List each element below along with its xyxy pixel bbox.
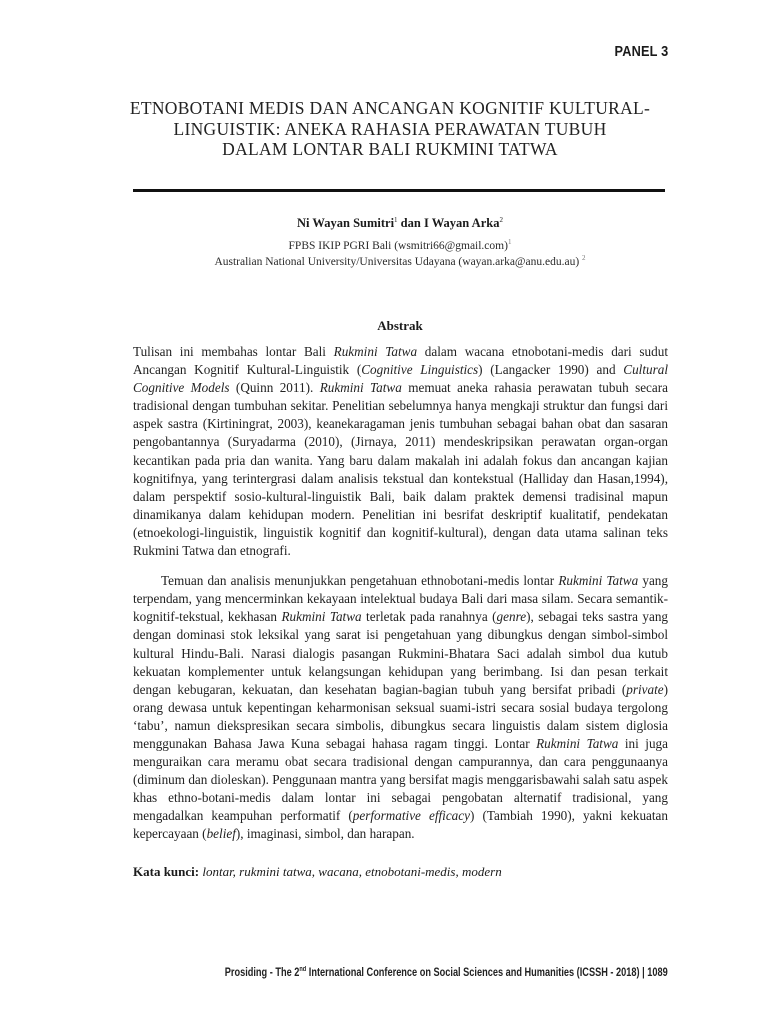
p2-text: ini juga menguraikan cara meramu obat secara tradisional dengan campurannya, dan cara penggunaanya (diminum dan dioleskan). Penggunaan mantra yang bersifat magis menggarisbawahi salah satu aspek khas ethno-botani-medis dalam lontar ini sebagai pengobatan alternatif tradisional, yang mengadalkan keampuhan performatif ( (133, 735, 668, 824)
panel-label: PANEL 3 (614, 43, 668, 60)
affiliation-1-sup: 1 (507, 238, 512, 246)
p2-text: ), imaginasi, simbol, dan harapan. (235, 826, 415, 842)
p1-italic: Rukmini Tatwa (333, 344, 418, 359)
author-line (100, 216, 700, 231)
abstract-body (133, 343, 668, 844)
affiliation-1-text: FPBS IKIP PGRI Bali (wsmitri66@gmail.com) (288, 239, 508, 252)
p2-italic: Rukmini Tatwa (558, 573, 639, 589)
p1-italic: Cognitive Linguistics (361, 362, 479, 378)
title-line-3: DALAM LONTAR BALI RUKMINI TATWA (222, 139, 558, 159)
affiliation-2-text: Australian National University/Universitas Udayana (wayan.arka@anu.edu.au) (214, 255, 580, 268)
p2-text: ), sebagai teks sastra yang dengan dominasi stok leksikal yang sarat isi pengetahuan yang dibungkus dengan simbol-simbol kultural Hindu-Bali. Narasi dialogis pasangan Rukmini-Bhatara Saci adalah simbol dua kutub kekuatan komplementer untuk kelangsungan kehidupan yang berimbang. Isi dan pesan terkait dengan kebugaran, kekuatan, dan kesehatan bagian-bagian tubuh yang bersifat pribadi ( (133, 609, 669, 697)
p1-text: memuat aneka rahasia perawatan tubuh secara tradisional dengan tumbuhan sekitar. Penelitian sebelumnya hanya mengkaji struktur dan fungsi dari aspek sastra (Kirtiningrat, 2003), keanekaragaman jenis tumbuhan sebagai bahan obat dan sasaran pengobantannya (Suryadarma (2010), (Jirnaya, 2011) mendeskripsikan perawatan organ-organ kecantikan pada pria dan wanita. Yang baru dalam makalah ini adalah fokus dan ancangan kajian kognitifnya, yang terintergrasi dalam analisis tekstual dan kontekstual (Halliday dan Hasan,1994), dalam perspektif sosio-kultural-linguistik Bali, baik dalam praktek demensi tradisinal mapun dinamikanya dalam kehidupan modern. Penelitian ini besrifat deskriptif kualitatif, pendekatan (etnoekologi-linguistik, linguistik kognitif dan kognitif-kultural), dengan data utama salinan teks Rukmini Tatwa dan etnografi. (133, 380, 669, 559)
footer-pre: Prosiding - The 2 (225, 966, 300, 979)
p1-text: (Quinn 2011). (229, 380, 320, 396)
p2-italic: performative efficacy (352, 808, 470, 824)
affiliation-1 (100, 238, 700, 252)
p2-italic: Rukmini Tatwa (536, 735, 619, 751)
paper-title (120, 98, 660, 160)
author-2-sup: 2 (499, 216, 503, 224)
author-separator: dan (397, 216, 424, 231)
p1-text: ) (Langacker 1990) and (478, 362, 624, 378)
p2-text: ) orang dewasa untuk kepentingan keharmonisan seksual suami-istri secara sosial budaya tergolong ‘tabu’, namun diekspresikan secara simbolis, dibungkus secara linguistis dalam sistem diglosia menggunakan Bahasa Jawa Kuna sebagai hahasa ragam tinggi. Lontar (133, 681, 668, 751)
abstract-heading: Abstrak (377, 318, 423, 333)
keywords-label: Kata kunci: (133, 864, 200, 879)
footer-post: International Conference on Social Sciences and Humanities (ICSSH - 2018) | 1089 (306, 966, 668, 979)
p1-italic: Rukmini Tatwa (319, 380, 402, 396)
p2-text: yang terpendam, yang mencerminkan kekayaan intelektual budaya Bali dari masa silam. Secara semantik-kognitif-tekstual, kekhasan (133, 573, 668, 625)
title-line-1: ETNOBOTANI MEDIS DAN ANCANGAN KOGNITIF KULTURAL- (129, 98, 651, 118)
page-footer (225, 966, 668, 979)
p2-text: Temuan dan analisis menunjukkan pengetahuan ethnobotani-medis lontar (161, 573, 559, 589)
abstract-paragraph-2 (133, 572, 668, 843)
affiliation-2 (100, 254, 700, 268)
p1-text: Tulisan ini membahas lontar Bali (133, 344, 334, 359)
footer-sup: nd (299, 966, 307, 973)
author-1: Ni Wayan Sumitri (297, 216, 395, 231)
p2-italic: private (626, 681, 664, 697)
p2-text: ) (Tambiah 1990), yakni kekuatan kepercayaan ( (133, 808, 668, 842)
keywords-line (133, 864, 668, 880)
keywords-text: lontar, rukmini tatwa, wacana, etnobotani-medis, modern (202, 864, 502, 879)
title-line-2: LINGUISTIK: ANEKA RAHASIA PERAWATAN TUBUH (173, 118, 607, 139)
p1-italic: Cultural Cognitive Models (133, 362, 668, 396)
author-1-sup: 1 (394, 216, 398, 224)
abstract-paragraph-1 (133, 343, 668, 560)
p2-italic: Rukmini Tatwa (281, 609, 362, 625)
p2-italic: belief (206, 826, 236, 842)
author-2: I Wayan Arka (423, 216, 500, 231)
p1-text: dalam wacana etnobotani-medis dari sudut Ancangan Kognitif Kultural-Linguistik ( (133, 344, 668, 378)
affiliation-2-sup: 2 (582, 254, 586, 262)
title-divider (133, 189, 665, 192)
p2-text: terletak pada ranahnya ( (361, 609, 497, 625)
p2-italic: genre (496, 609, 527, 625)
